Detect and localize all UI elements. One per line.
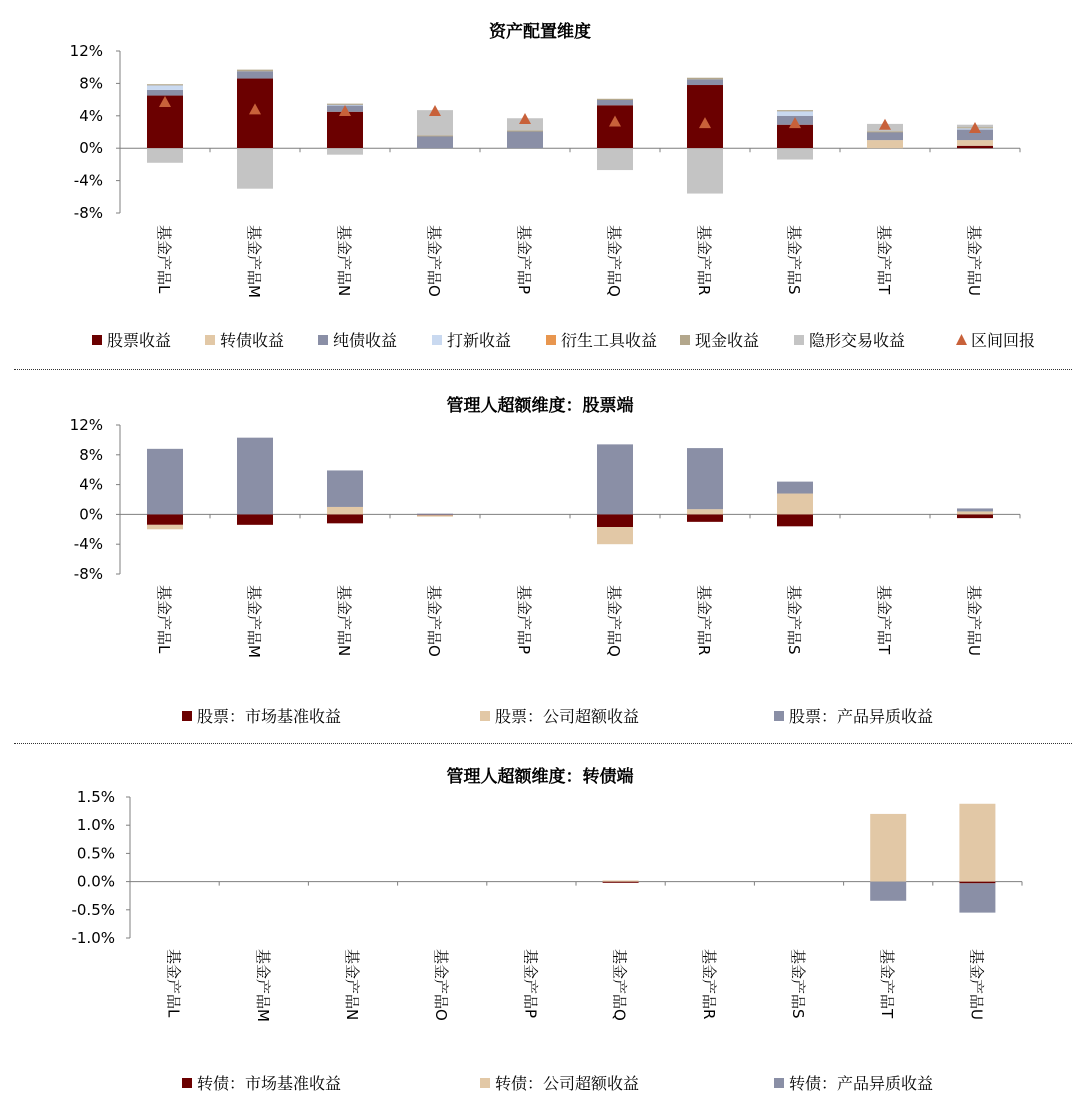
- category-label: 基金产品R: [695, 225, 713, 296]
- bar-segment-现金收益: [867, 131, 903, 132]
- y-tick-label: 0%: [79, 139, 103, 158]
- legend-swatch: [205, 335, 215, 345]
- bar-segment-股票：市场基准收益: [597, 514, 633, 527]
- bar-segment-现金收益: [687, 78, 723, 80]
- category-label: 基金产品T: [878, 949, 897, 1019]
- legend-swatch: [480, 1078, 490, 1088]
- bar-segment-转债：公司超额收益: [870, 814, 906, 882]
- bar-segment-股票：公司超额收益: [597, 527, 633, 544]
- chart-title: 资产配置维度: [489, 22, 591, 42]
- legend-swatch: [774, 1078, 784, 1088]
- bar-segment-纯债收益: [867, 132, 903, 140]
- category-label: 基金产品S: [785, 585, 803, 655]
- bar-segment-隐形交易收益: [237, 148, 273, 189]
- bar-segment-隐形交易收益: [147, 148, 183, 163]
- y-tick-label: 0.5%: [76, 844, 115, 863]
- legend-label: 股票：市场基准收益: [197, 707, 342, 726]
- bar-segment-纯债收益: [597, 100, 633, 106]
- category-label: 基金产品P: [515, 585, 533, 655]
- category-label: 基金产品O: [432, 949, 451, 1021]
- bar-segment-股票收益: [957, 146, 993, 148]
- bar-segment-转债：产品异质收益: [870, 882, 906, 901]
- category-label: 基金产品N: [335, 225, 353, 297]
- legend-label: 纯债收益: [333, 331, 398, 350]
- category-label: 基金产品S: [785, 225, 803, 295]
- bar-segment-现金收益: [777, 110, 813, 111]
- bar-segment-股票：产品异质收益: [687, 448, 723, 509]
- bar-segment-现金收益: [597, 99, 633, 100]
- bar-segment-转债收益: [957, 140, 993, 146]
- y-tick-label: -8%: [73, 204, 103, 222]
- legend-label: 打新收益: [447, 331, 512, 350]
- category-label: 基金产品L: [155, 585, 173, 654]
- legend-label: 转债：产品异质收益: [789, 1074, 934, 1093]
- y-tick-label: -4%: [73, 171, 103, 190]
- bar-segment-股票：产品异质收益: [237, 438, 273, 515]
- y-tick-label: 12%: [69, 42, 103, 60]
- bar-segment-转债：公司超额收益: [603, 880, 639, 881]
- bar-segment-股票：市场基准收益: [147, 514, 183, 524]
- legend-swatch: [182, 711, 192, 721]
- category-label: 基金产品R: [699, 949, 718, 1020]
- bar-segment-股票：公司超额收益: [147, 525, 183, 529]
- category-label: 基金产品N: [343, 949, 361, 1021]
- legend-swatch: [480, 711, 490, 721]
- bar-segment-转债：产品异质收益: [959, 883, 995, 912]
- bar-segment-股票：市场基准收益: [327, 514, 363, 523]
- bar-segment-打新收益: [147, 85, 183, 90]
- category-label: 基金产品U: [965, 585, 983, 656]
- bar-segment-纯债收益: [147, 90, 183, 96]
- y-tick-label: 8%: [79, 445, 103, 464]
- legend-label: 转债收益: [220, 331, 285, 350]
- legend-label: 股票：产品异质收益: [789, 707, 934, 726]
- legend-label: 股票：公司超额收益: [495, 707, 640, 726]
- bar-segment-股票：公司超额收益: [777, 494, 813, 515]
- category-label: 基金产品Q: [610, 949, 629, 1021]
- y-tick-label: -4%: [73, 535, 103, 554]
- y-tick-label: 8%: [79, 74, 103, 93]
- category-label: 基金产品S: [789, 949, 807, 1019]
- legend-swatch: [546, 335, 556, 345]
- category-label: 基金产品Q: [605, 225, 623, 297]
- bar-segment-股票：产品异质收益: [417, 514, 453, 515]
- bar-segment-股票：产品异质收益: [957, 508, 993, 511]
- legend-swatch: [182, 1078, 192, 1088]
- asset-allocation-chart: [0, 0, 1080, 362]
- y-tick-label: -1.0%: [71, 929, 115, 947]
- category-label: 基金产品M: [253, 949, 272, 1022]
- bar-segment-股票：公司超额收益: [957, 511, 993, 514]
- category-label: 基金产品P: [521, 949, 540, 1019]
- bar-segment-股票：市场基准收益: [957, 514, 993, 518]
- bar-segment-股票：市场基准收益: [687, 514, 723, 521]
- bar-segment-隐形交易收益: [327, 148, 363, 154]
- category-label: 基金产品M: [245, 225, 263, 298]
- bar-segment-股票：产品异质收益: [147, 449, 183, 515]
- section-divider: [14, 743, 1072, 744]
- legend-label: 股票收益: [107, 331, 172, 350]
- section-divider: [14, 369, 1072, 370]
- legend-label: 隐形交易收益: [809, 331, 906, 350]
- bar-segment-纯债收益: [237, 71, 273, 78]
- bar-segment-纯债收益: [687, 79, 723, 85]
- y-tick-label: 0.0%: [76, 872, 115, 891]
- legend-swatch: [92, 335, 102, 345]
- bar-segment-现金收益: [237, 70, 273, 72]
- chart-title: 管理人超额维度：股票端: [446, 396, 634, 416]
- bar-segment-隐形交易收益: [777, 148, 813, 159]
- bar-segment-股票：产品异质收益: [327, 470, 363, 507]
- y-tick-label: 4%: [79, 475, 103, 494]
- legend-label: 衍生工具收益: [561, 331, 658, 350]
- legend-marker: [956, 334, 967, 345]
- bar-segment-现金收益: [507, 130, 543, 131]
- bar-segment-股票收益: [777, 125, 813, 148]
- category-label: 基金产品U: [965, 225, 983, 296]
- category-label: 基金产品U: [967, 949, 986, 1020]
- category-label: 基金产品O: [425, 585, 443, 657]
- category-label: 基金产品R: [695, 585, 713, 656]
- category-label: 基金产品L: [164, 949, 183, 1018]
- category-label: 基金产品Q: [605, 585, 623, 657]
- bar-segment-股票：公司超额收益: [687, 509, 723, 514]
- category-label: 基金产品O: [425, 225, 443, 297]
- bar-segment-股票收益: [327, 112, 363, 148]
- bar-segment-纯债收益: [507, 131, 543, 148]
- legend-swatch: [794, 335, 804, 345]
- bar-segment-现金收益: [417, 135, 453, 136]
- y-tick-label: 0%: [79, 505, 103, 524]
- bar-segment-股票：公司超额收益: [327, 507, 363, 514]
- bar-segment-转债：市场基准收益: [603, 882, 639, 883]
- legend-swatch: [318, 335, 328, 345]
- y-tick-label: 12%: [69, 416, 103, 434]
- category-label: 基金产品M: [245, 585, 263, 658]
- category-label: 基金产品N: [335, 585, 353, 657]
- bar-segment-股票收益: [597, 105, 633, 148]
- legend-swatch: [774, 711, 784, 721]
- bar-segment-股票：产品异质收益: [597, 444, 633, 514]
- category-label: 基金产品T: [875, 225, 893, 295]
- legend-label: 现金收益: [695, 331, 760, 350]
- asset-allocation-chart-panel: [0, 0, 1080, 362]
- convertible-excess-chart-panel: [0, 752, 1080, 1102]
- category-label: 基金产品P: [515, 225, 533, 295]
- y-tick-label: -0.5%: [71, 900, 115, 919]
- y-tick-label: -8%: [73, 565, 103, 583]
- category-label: 基金产品T: [875, 585, 893, 655]
- bar-segment-转债：市场基准收益: [959, 882, 995, 884]
- legend-swatch: [680, 335, 690, 345]
- bar-segment-现金收益: [147, 84, 183, 85]
- legend-label: 转债：公司超额收益: [495, 1074, 640, 1093]
- y-tick-label: 1.5%: [76, 788, 115, 806]
- bar-segment-隐形交易收益: [597, 148, 633, 170]
- legend-label: 转债：市场基准收益: [197, 1074, 342, 1093]
- y-tick-label: 1.0%: [76, 816, 115, 835]
- bar-segment-股票：公司超额收益: [417, 515, 453, 516]
- bar-segment-股票：市场基准收益: [777, 514, 813, 526]
- bar-segment-股票收益: [687, 85, 723, 148]
- legend-label: 区间回报: [971, 331, 1036, 350]
- chart-title: 管理人超额维度：转债端: [446, 767, 634, 787]
- equity-excess-chart: [0, 380, 1080, 738]
- category-label: 基金产品L: [155, 225, 173, 294]
- bar-segment-打新收益: [777, 111, 813, 116]
- legend-swatch: [432, 335, 442, 345]
- equity-excess-chart-panel: [0, 380, 1080, 738]
- bar-segment-转债：公司超额收益: [959, 804, 995, 882]
- bar-segment-转债收益: [867, 140, 903, 148]
- y-tick-label: 4%: [79, 106, 103, 125]
- bar-segment-股票：市场基准收益: [237, 514, 273, 524]
- bar-segment-现金收益: [327, 104, 363, 105]
- bar-segment-股票：产品异质收益: [777, 482, 813, 494]
- bar-segment-纯债收益: [417, 136, 453, 148]
- bar-segment-隐形交易收益: [687, 148, 723, 193]
- convertible-excess-chart: [0, 752, 1080, 1102]
